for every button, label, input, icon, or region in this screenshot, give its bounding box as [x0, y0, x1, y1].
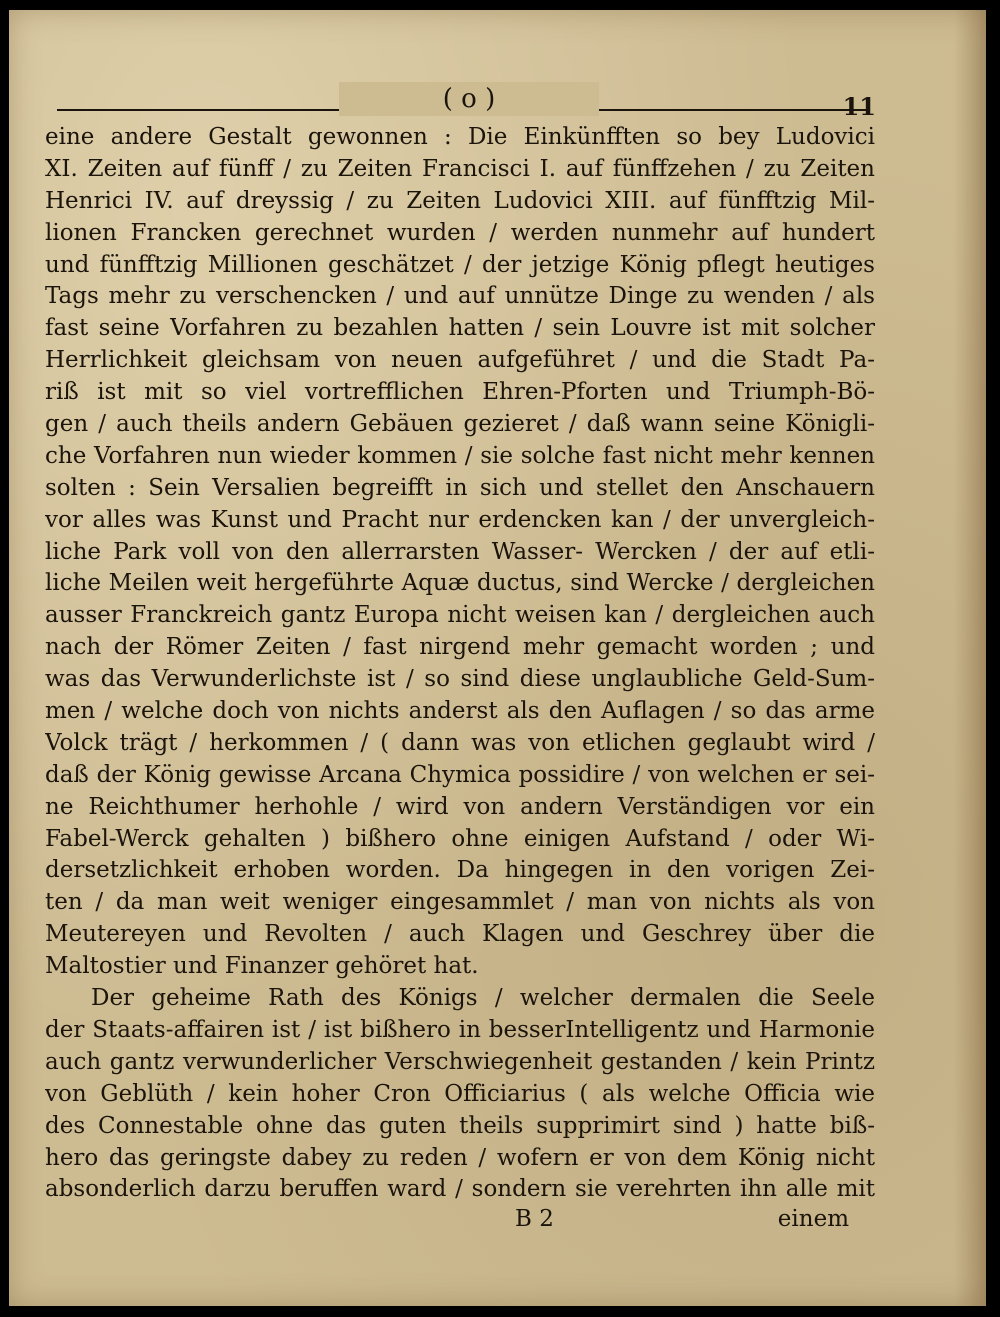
text-line: des Connestable ohne das guten theils supprimirt sind ) hatte biß- — [45, 1112, 875, 1139]
text-line: ten / da man weit weniger eingesammlet / man von nichts als von — [45, 889, 875, 916]
text-line: eine andere Gestalt gewonnen : Die Einkünfften so bey Ludovici — [45, 124, 875, 150]
text-line: Meutereyen und Revolten / auch Klagen und Geschrey über die — [45, 921, 875, 948]
text-line: Herrlichkeit gleichsam von neuen aufgeführet / und die Stadt Pa- — [45, 347, 875, 374]
text-line: von Geblüth / kein hoher Cron Officiarius ( als welche Officia wie — [45, 1080, 875, 1107]
text-line: liche Meilen weit hergeführte Aquæ ductus, sind Wercke / dergleichen — [45, 570, 875, 597]
text-line: gen / auch theils andern Gebäuen gezieret / daß wann seine Königli- — [45, 411, 875, 438]
text-line: hero das geringste dabey zu reden / wofern er von dem König nicht — [45, 1144, 875, 1171]
text-line: Henrici IV. auf dreyssig / zu Zeiten Ludovici XIII. auf fünfftzig Mil- — [45, 187, 875, 214]
text-line: nach der Römer Zeiten / fast nirgend mehr gemacht worden ; und — [45, 634, 875, 661]
text-line: riß ist mit so viel vortrefflichen Ehren-Pforten und Triumph-Bö- — [45, 379, 875, 406]
text-line: ne Reichthumer herhohle / wird von andern Verständigen vor ein — [45, 793, 875, 820]
signature-mark: B 2 — [515, 1206, 554, 1232]
paragraph-start-line: Der geheime Rath des Königs / welcher dermalen die Seele — [91, 985, 875, 1012]
text-line: solten : Sein Versalien begreifft in sich und stellet den Anschauern — [45, 474, 875, 501]
text-line: liche Park voll von den allerrarsten Wasser- Wercken / der auf etli- — [45, 538, 875, 565]
page-number: 11 — [842, 92, 876, 121]
text-line: dersetzlichkeit erhoben worden. Da hingegen in den vorigen Zei- — [45, 857, 875, 884]
text-line: daß der König gewisse Arcana Chymica possidire / von welchen er sei- — [45, 761, 875, 788]
text-line: men / welche doch von nichts anderst als den Auflagen / so das arme — [45, 698, 875, 725]
text-line: lionen Francken gerechnet wurden / werden nunmehr auf hundert — [45, 219, 875, 246]
text-line: vor alles was Kunst und Pracht nur erdencken kan / der unvergleich- — [45, 506, 875, 533]
text-line: Tags mehr zu verschencken / und auf unnütze Dinge zu wenden / als — [45, 283, 875, 310]
text-line: XI. Zeiten auf fünff / zu Zeiten Francisci I. auf fünffzehen / zu Zeiten — [45, 155, 875, 182]
text-line: und fünfftzig Millionen geschätzet / der jetzige König pflegt heutiges — [45, 251, 875, 278]
text-line: fast seine Vorfahren zu bezahlen hatten / sein Louvre ist mit solcher — [45, 315, 875, 342]
text-line: der Staats-affairen ist / ist bißhero in besserIntelligentz und Harmonie — [45, 1016, 875, 1043]
text-line: auch gantz verwunderlicher Verschwiegenheit gestanden / kein Printz — [45, 1048, 875, 1075]
page-footer — [45, 1206, 875, 1240]
page-edge-shadow — [954, 10, 986, 1306]
catchword: einem — [777, 1206, 849, 1232]
text-line: ausser Franckreich gantz Europa nicht weisen kan / dergleichen auch — [45, 602, 875, 629]
text-line: Fabel-Werck gehalten ) bißhero ohne einigen Aufstand / oder Wi- — [45, 825, 875, 852]
paragraph-end-line: Maltostier und Finanzer gehöret hat. — [45, 953, 479, 980]
text-line: Volck trägt / herkommen / ( dann was von etlichen geglaubt wird / — [45, 729, 875, 756]
running-header: ( o ) — [339, 82, 599, 116]
body-text — [45, 122, 875, 1206]
text-line: was das Verwunderlichste ist / so sind diese unglaubliche Geld-Sum- — [45, 666, 875, 693]
text-line: absonderlich darzu beruffen ward / sondern sie verehrten ihn alle mit — [45, 1176, 875, 1203]
text-line: che Vorfahren nun wieder kommen / sie solche fast nicht mehr kennen — [45, 442, 875, 469]
book-page — [9, 10, 986, 1306]
